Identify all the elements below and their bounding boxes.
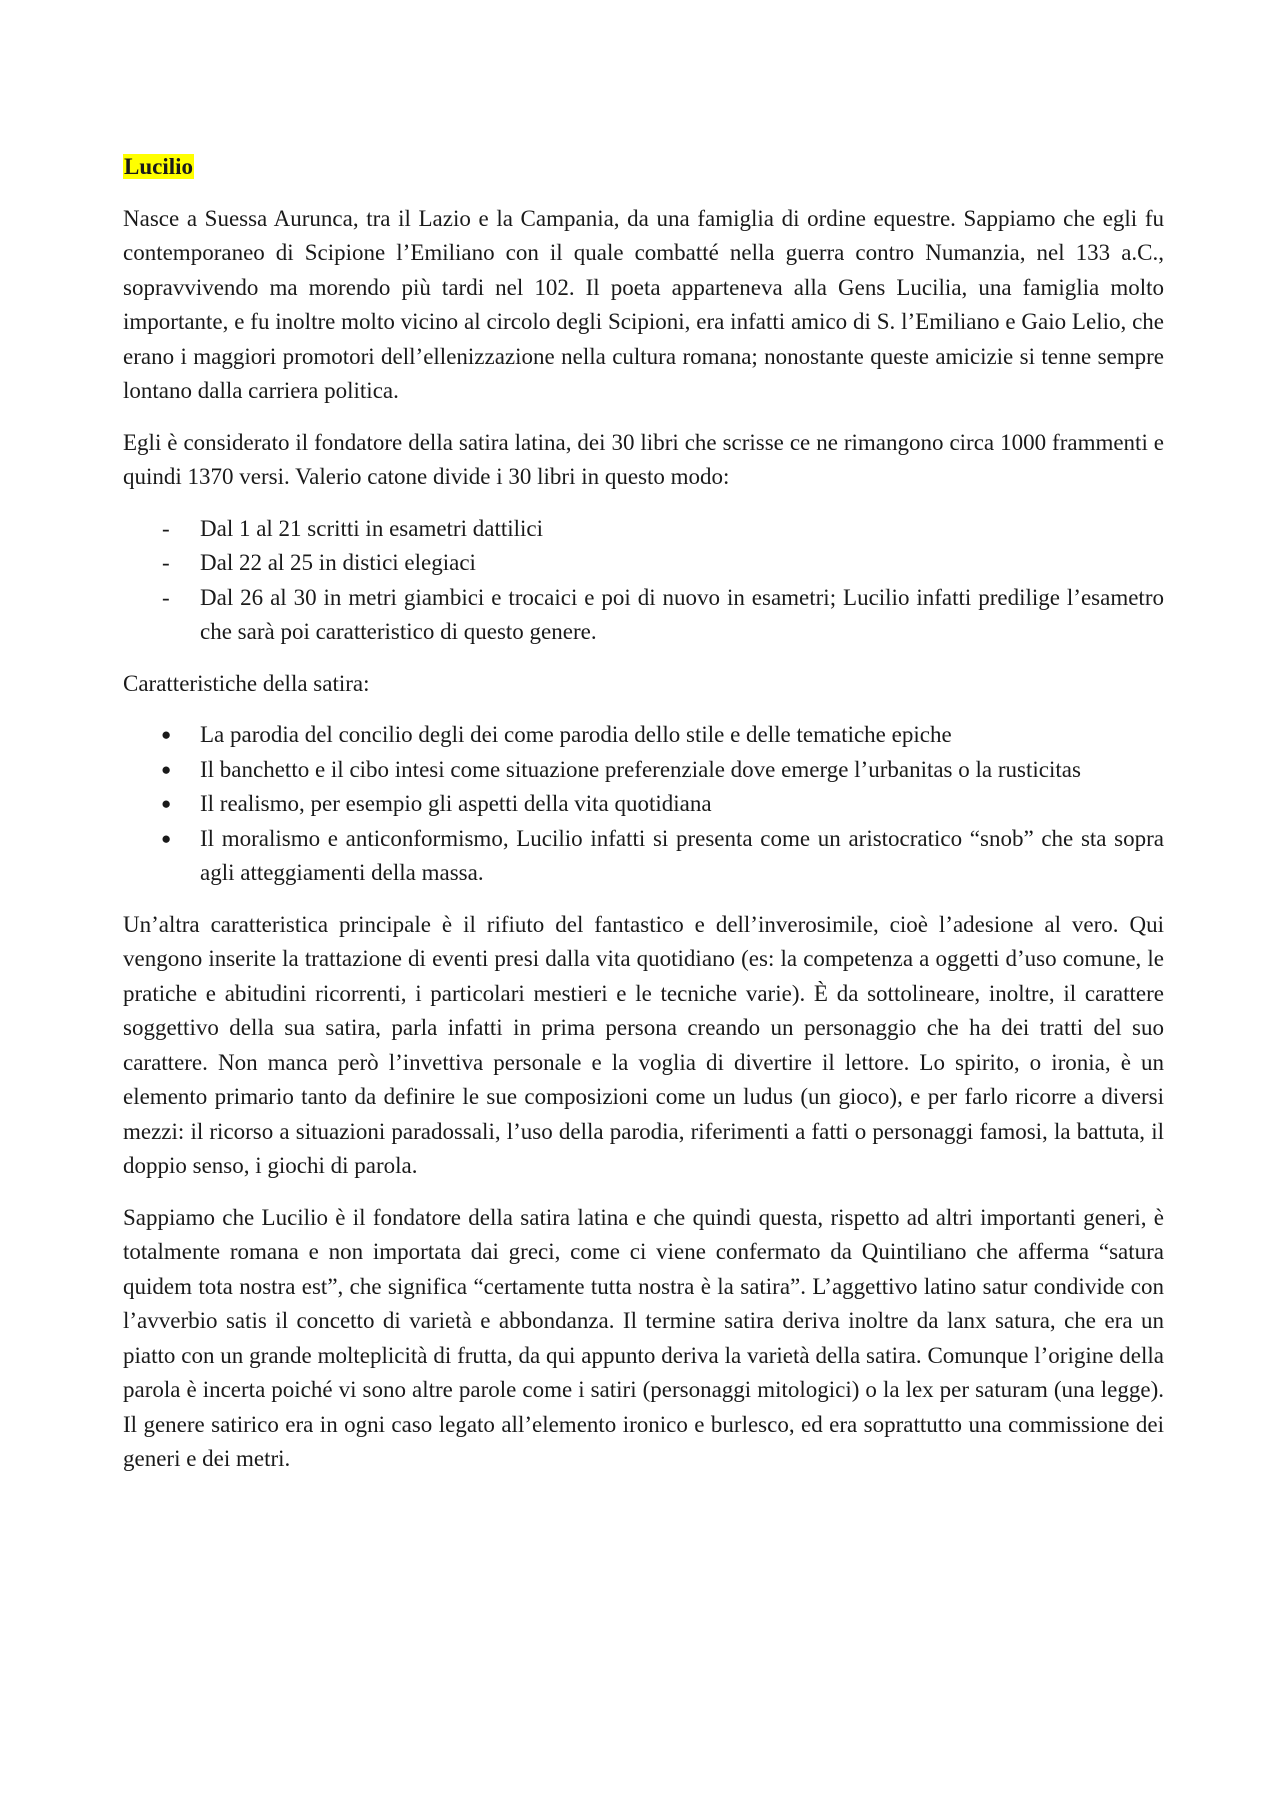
paragraph-origin: Sappiamo che Lucilio è il fondatore della satira latina e che quindi questa, rispetto ad altri importanti generi, è totalmente romana e non importata dai greci, come ci viene confermato da Quintiliano che afferma “satura quidem tota nostra est”, che significa “certamente tutta nostra è la satira”. L’aggettivo latino satur condivide con l’avverbio satis il concetto di varietà e abbondanza. Il termine satira deriva inoltre da lanx satura, che era un piatto con un grande molteplicità di frutta, da qui appunto deriva la varietà della satira. Comunque l’origine della parola è incerta poiché vi sono altre parole come i satiri (personaggi mitologici) o la lex per saturam (una legge). Il genere satirico era in ogni caso legato all’elemento ironico e burlesco, ed era soprattutto una commissione dei generi e dei metri.	[123, 1204, 1164, 1471]
list-item-text: Dal 22 al 25 in distici elegiaci	[200, 550, 476, 575]
list-item-text: La parodia del concilio degli dei come parodia dello stile e delle tematiche epiche	[200, 722, 952, 747]
list-item-text: Dal 26 al 30 in metri giambici e trocaici e poi di nuovo in esametri; Lucilio infatti predilige l’esametro che sarà poi caratteristico di questo genere.	[200, 584, 1164, 644]
list-item-text: Il moralismo e anticonformismo, Lucilio infatti si presenta come un aristocratico “snob” che sta sopra agli atteggiamenti della massa.	[200, 825, 1164, 885]
list-item-text: Dal 1 al 21 scritti in esametri dattilici	[200, 515, 543, 541]
list-item	[123, 787, 1164, 822]
list-item	[123, 581, 1164, 650]
paragraph-realism: Un’altra caratteristica principale è il rifiuto del fantastico e dell’inverosimile, cioè l’adesione al vero. Qui vengono inserite la trattazione di eventi presi dalla vita quotidiano (es: la competenza a oggetti d’uso comune, le pratiche e abitudini ricorrenti, i particolari mestieri e le tecniche varie). È da sottolineare, inoltre, il carattere soggettivo della sua satira, parla infatti in prima persona creando un personaggio che ha dei tratti del suo carattere. Non manca però l’invettiva personale e la voglia di divertire il lettore. Lo spirito, o ironia, è un elemento primario tanto da definire le sue composizioni come un ludus (un gioco), e per farlo ricorre a diversi mezzi: il ricorso a situazioni paradossali, l’uso della parodia, riferimenti a fatti o personaggi famosi, la battuta, il doppio senso, i giochi di parola.	[123, 911, 1164, 1178]
list-item	[123, 822, 1164, 891]
list-item-text: Il banchetto e il cibo intesi come situazione preferenziale dove emerge l’urbanitas o la rusticitas	[200, 756, 1081, 782]
document-body	[123, 150, 1164, 1494]
paragraph-founder: Egli è considerato il fondatore della satira latina, dei 30 libri che scrisse ce ne rimangono circa 1000 frammenti e quindi 1370 versi. Valerio catone divide i 30 libri in questo modo:	[123, 429, 1164, 489]
list-item-text: Il realismo, per esempio gli aspetti della vita quotidiana	[200, 791, 712, 816]
bullet-icon: ●	[161, 725, 172, 744]
list-item	[123, 753, 1164, 788]
bullet-list	[123, 718, 1164, 891]
dash-marker: -	[162, 550, 170, 575]
dash-list	[123, 512, 1164, 650]
paragraph-biography: Nasce a Suessa Aurunca, tra il Lazio e la Campania, da una famiglia di ordine equestre. Sappiamo che egli fu contemporaneo di Scipione l’Emiliano con il quale combatté nella guerra contro Numanzia, nel 133 a.C., sopravvivendo ma morendo più tardi nel 102. Il poeta apparteneva alla Gens Lucilia, una famiglia molto importante, e fu inoltre molto vicino al circolo degli Scipioni, era infatti amico di S. l’Emiliano e Gaio Lelio, che erano i maggiori promotori dell’ellenizzazione nella cultura romana; nonostante queste amicizie si tenne sempre lontano dalla carriera politica.	[123, 205, 1164, 403]
bullet-icon: ●	[161, 828, 172, 848]
list-item	[123, 718, 1164, 753]
bullet-icon: ●	[161, 759, 172, 779]
dash-marker: -	[162, 584, 170, 610]
bullet-icon: ●	[161, 794, 172, 813]
highlighted-title: Lucilio	[124, 154, 194, 179]
paragraph-characteristics-heading: Caratteristiche della satira:	[123, 670, 370, 696]
document-title	[123, 150, 1164, 185]
list-item	[123, 512, 1164, 547]
dash-marker: -	[162, 515, 170, 541]
list-item	[123, 546, 1164, 581]
